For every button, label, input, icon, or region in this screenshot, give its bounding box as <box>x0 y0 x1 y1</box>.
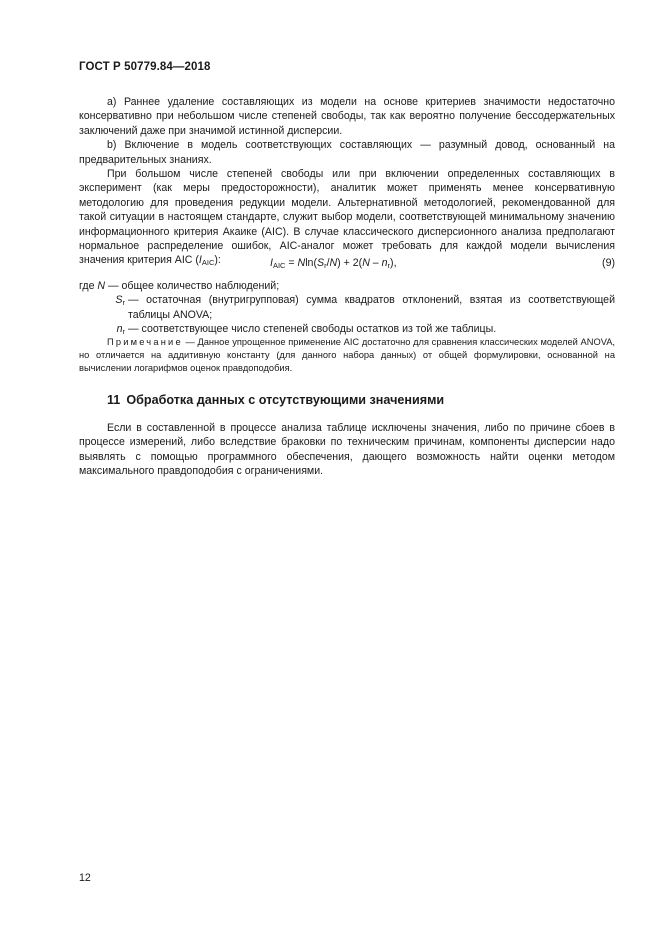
note-block <box>79 336 615 376</box>
definition-n: $n_r$ — соответствующее число степеней свободы остатков из той же таблицы. <box>116 323 497 337</box>
equation-row <box>79 257 615 272</box>
section-heading <box>107 393 444 407</box>
section-body <box>79 421 615 479</box>
equation-9: $I_{AIC} = Nln(S_r/N) + 2(N - n_r)$, <box>270 257 397 270</box>
definition-N: где N — общее количество наблюдений; <box>79 280 280 292</box>
note-text: — Данное упрощенное применение AIC достаточно для сравнения классических моделей ANOVA, но отличается на аддитивную константу (для данного набора данных) от общей формулировки, основанной на вычислении логарифмов оценок правдоподобия. <box>79 337 615 374</box>
document-header: ГОСТ Р 50779.84—2018 <box>79 61 211 73</box>
section-number: 11 <box>107 393 121 407</box>
paragraph-main <box>79 167 615 271</box>
aic-symbol-subscript: AIC <box>201 258 215 268</box>
paragraph-b: b) Включение в модель соответствующих составляющих — разумный довод, основанный на предварительных знаниях. <box>79 139 615 166</box>
paragraph-a: a) Раннее удаление составляющих из модели на основе критериев значимости недостаточно консервативно при небольшом числе степеней свободы, так как вероятно получение бессодержательных заключений даже при значимой истинной дисперсии. <box>79 96 615 137</box>
note-label: Примечание <box>107 337 183 347</box>
section-paragraph: Если в составленной в процессе анализа таблице исключены значения, либо по причине сбоев в процессе измерений, либо вследствие браковки по техническим причинам, компоненты дисперсии надо выявлять с помощью программного обеспечения, дающего возможность найти оценки методом максимального правдоподобия с ограничениями. <box>79 422 615 478</box>
aic-symbol: I <box>198 254 202 267</box>
page-number: 12 <box>79 872 91 884</box>
definition-S: $S_r$ — остаточная (внутригрупповая) сумма квадратов отклонений, взятая из соответствующей таблицы ANOVA; <box>115 294 615 321</box>
symbol-definitions <box>79 279 615 337</box>
paragraph-main-text: При большом числе степеней свободы или при включении определенных составляющих в эксперимент (как меры предосторожности), аналитик может применять менее консервативную методологию для проведения редукции модели. Альтернативной методологией, рекомендованной для такой ситуации в настоящем стандарте, служит выбор модели, соответствующей минимальному значению информационного критерия Акаике (AIC). В случае классического дисперсионного анализа предполагают нормальное распределение ошибок, AIC-аналог может требовать для каждой модели вычисления значения критерия AIC ( <box>79 168 615 267</box>
paragraph-main-end: ): <box>214 254 221 267</box>
equation-number: (9) <box>602 257 615 269</box>
section-title: Обработка данных с отсутствующими значениями <box>126 393 445 407</box>
body-text-block <box>79 95 615 271</box>
